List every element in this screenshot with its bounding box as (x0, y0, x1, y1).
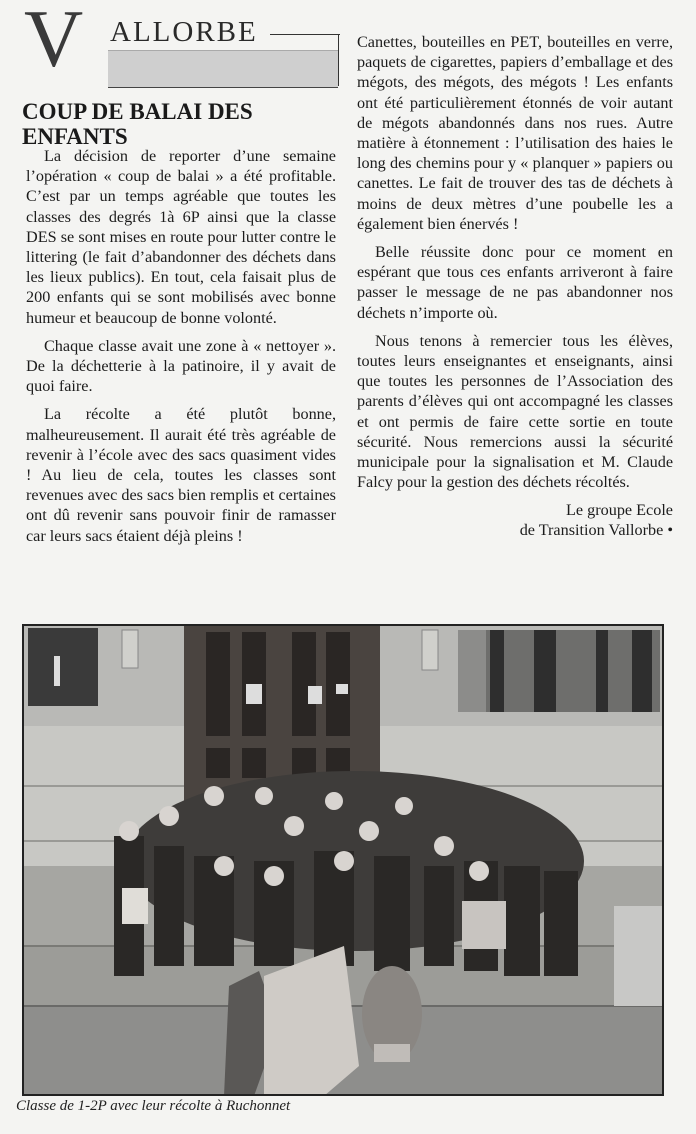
article-signature (357, 500, 673, 540)
group-photo (22, 624, 664, 1096)
paragraph: La décision de reporter d’une semaine l’opération « coup de balai » a été profitable. C’est par un temps agréable que toutes les classes des degrés 1à 6P ainsi que la classe DES se sont mises en route pour lutter contre le littering (le fait d’abandonner des déchets dans les lieux publics). En tout, cela faisait plus de 200 enfants qui se sont mobilisés avec bonne humeur et beaucoup de bonne volonté. (26, 147, 336, 327)
signature-line: de Transition Vallorbe • (519, 521, 673, 540)
masthead (22, 0, 340, 84)
paragraph: Chaque classe avait une zone à « nettoyer ». De la déchetterie à la patinoire, il y avait de quoi faire. (26, 336, 336, 396)
masthead-frame-line (270, 34, 340, 35)
paragraph: Belle réussite donc pour ce moment en espérant que tous ces enfants arriveront à faire passer le message de ne pas abandonner nos déchets n’importe où. (357, 243, 673, 322)
article-right-column (357, 32, 673, 540)
photo-illustration (24, 626, 662, 1094)
article-headline: COUP DE BALAI DES ENFANTS (22, 99, 253, 150)
paragraph: Canettes, bouteilles en PET, bouteilles en verre, paquets de cigarettes, papiers d’emballage et des mégots, des mégots, des mégots ! Les enfants ont été particulièrement étonnés de voir autant de mégots abandonnés dans nos rues. Autre matière à étonnement : l’utilisation des haies le long des chemins pour y « planquer » papiers ou canettes. Le fait de trouver des tas de déchets à moins de deux mètres d’une poubelle les a également bien énervés ! (357, 33, 673, 233)
masthead-grey-bar (108, 50, 338, 88)
masthead-initial: V (24, 0, 82, 84)
signature-line: Le groupe Ecole (566, 501, 673, 520)
window-right (458, 630, 660, 712)
window-left (28, 628, 98, 706)
article-left-column (26, 146, 336, 554)
paragraph: Nous tenons à remercier tous les élèves, toutes leurs enseignantes et enseignants, ainsi que toutes les personnes de l’Association des parents d’élèves qui ont accompagné les classes et ont permis de faire cette sortie en toute sécurité. Nous remercions aussi la sécurité municipale pour la signalisation et M. Claude Falcy pour la gestion des déchets récoltés. (357, 331, 673, 492)
masthead-title: ALLORBE (110, 16, 258, 48)
photo-caption: Classe de 1-2P avec leur récolte à Ruchonnet (16, 1098, 291, 1114)
paragraph: La récolte a été plutôt bonne, malheureusement. Il aurait été très agréable de revenir à l’école avec des sacs quasiment vides ! Au lieu de cela, toutes les classes sont revenues avec des sacs bien remplis et certaines ont dû revenir sans pouvoir finir de ramasser car leurs sacs étaient déjà pleins ! (26, 405, 336, 545)
masthead-frame-right (338, 34, 339, 86)
